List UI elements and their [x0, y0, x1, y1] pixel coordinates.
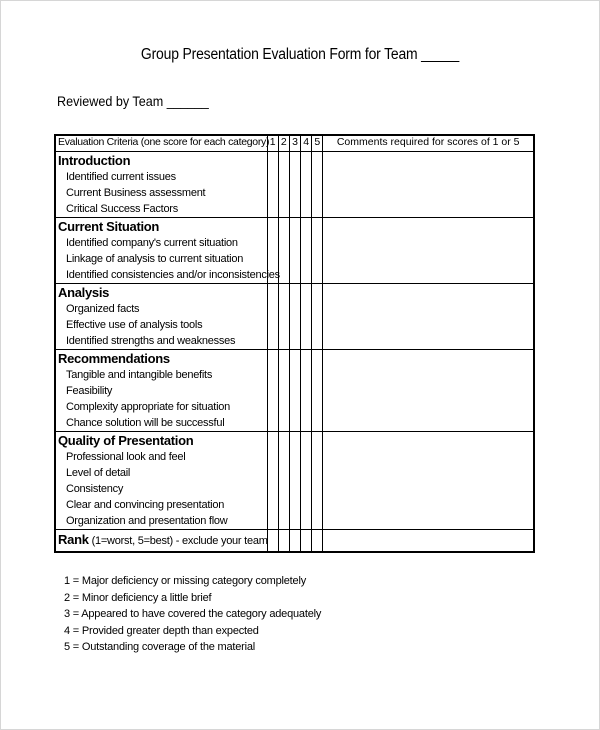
score-cell-5: [312, 350, 323, 368]
table-header-row: [55, 135, 534, 152]
comment-cell: [323, 301, 534, 317]
score-cell-1: [267, 513, 278, 530]
score-cell-1: [267, 399, 278, 415]
comment-cell: [323, 497, 534, 513]
score-cell-2: [278, 333, 289, 350]
score-cell-4: [301, 465, 312, 481]
category-row: [55, 432, 534, 450]
criteria-item: Professional look and feel: [55, 449, 267, 465]
score-cell-4: [301, 235, 312, 251]
score-cell-3: [289, 235, 300, 251]
criteria-item: Effective use of analysis tools: [55, 317, 267, 333]
score-cell-2: [278, 449, 289, 465]
comment-cell: [323, 350, 534, 368]
criteria-item: Identified consistencies and/or inconsistencies: [55, 267, 267, 284]
score-cell-3: [289, 333, 300, 350]
score-cell-3: [289, 267, 300, 284]
score-cell-5: [312, 267, 323, 284]
score-cell-1: [267, 333, 278, 350]
score-cell-3: [289, 317, 300, 333]
score-cell-2: [278, 350, 289, 368]
score-cell-1: [267, 415, 278, 432]
score-cell-1: [267, 185, 278, 201]
score-cell-5: [312, 317, 323, 333]
score-cell-5: [312, 367, 323, 383]
score-cell-1: [267, 251, 278, 267]
evaluation-table: [54, 134, 535, 553]
score-cell-5: [312, 251, 323, 267]
score-cell-3: [289, 497, 300, 513]
score-cell-1: [267, 481, 278, 497]
score-cell-3: [289, 185, 300, 201]
criteria-row: [55, 301, 534, 317]
criteria-row: [55, 185, 534, 201]
criteria-item: Consistency: [55, 481, 267, 497]
score-cell-2: [278, 284, 289, 302]
criteria-item: Clear and convincing presentation: [55, 497, 267, 513]
criteria-item: Tangible and intangible benefits: [55, 367, 267, 383]
score-cell-2: [278, 383, 289, 399]
score-cell-2: [278, 201, 289, 218]
score-cell-4: [301, 399, 312, 415]
score-cell-2: [278, 317, 289, 333]
rank-row: [55, 530, 534, 553]
score-cell-4: [301, 152, 312, 170]
comment-cell: [323, 465, 534, 481]
score-cell-5: [312, 301, 323, 317]
score-cell-2: [278, 251, 289, 267]
score-cell-5: [312, 201, 323, 218]
score-cell-3: [289, 169, 300, 185]
score-cell-4: [301, 513, 312, 530]
comment-cell: [323, 284, 534, 302]
score-cell-4: [301, 481, 312, 497]
score-cell-5: [312, 415, 323, 432]
score-cell-3: [289, 432, 300, 450]
criteria-header: Evaluation Criteria (one score for each category): [55, 135, 267, 152]
criteria-item: Organized facts: [55, 301, 267, 317]
criteria-row: [55, 169, 534, 185]
score-cell-3: [289, 513, 300, 530]
criteria-item: Current Business assessment: [55, 185, 267, 201]
score-cell-2: [278, 530, 289, 553]
criteria-item: Identified current issues: [55, 169, 267, 185]
comment-cell: [323, 317, 534, 333]
score-cell-1: [267, 350, 278, 368]
criteria-row: [55, 449, 534, 465]
score-cell-3: [289, 251, 300, 267]
score-cell-2: [278, 399, 289, 415]
score-cell-3: [289, 152, 300, 170]
comment-cell: [323, 383, 534, 399]
score-cell-1: [267, 218, 278, 236]
criteria-item: Level of detail: [55, 465, 267, 481]
criteria-row: [55, 383, 534, 399]
criteria-row: [55, 235, 534, 251]
category-row: [55, 350, 534, 368]
score-cell-5: [312, 497, 323, 513]
score-header-2: 2: [278, 135, 289, 152]
comment-cell: [323, 481, 534, 497]
score-cell-1: [267, 449, 278, 465]
comment-cell: [323, 169, 534, 185]
score-cell-5: [312, 481, 323, 497]
criteria-item: Feasibility: [55, 383, 267, 399]
score-cell-4: [301, 449, 312, 465]
score-cell-4: [301, 251, 312, 267]
comments-header: Comments required for scores of 1 or 5: [323, 135, 534, 152]
comment-cell: [323, 415, 534, 432]
criteria-row: [55, 251, 534, 267]
score-cell-5: [312, 169, 323, 185]
criteria-item: Identified company's current situation: [55, 235, 267, 251]
score-cell-4: [301, 317, 312, 333]
rank-note: (1=worst, 5=best) - exclude your team: [88, 535, 268, 547]
score-cell-5: [312, 235, 323, 251]
score-cell-4: [301, 350, 312, 368]
comment-cell: [323, 449, 534, 465]
score-cell-2: [278, 367, 289, 383]
comment-cell: [323, 218, 534, 236]
score-cell-5: [312, 399, 323, 415]
score-cell-1: [267, 284, 278, 302]
score-cell-3: [289, 383, 300, 399]
comment-cell: [323, 367, 534, 383]
score-cell-2: [278, 481, 289, 497]
comment-cell: [323, 333, 534, 350]
score-cell-5: [312, 284, 323, 302]
score-cell-1: [267, 152, 278, 170]
category-label: Introduction: [55, 152, 267, 170]
category-label: Quality of Presentation: [55, 432, 267, 450]
score-cell-4: [301, 432, 312, 450]
score-cell-5: [312, 449, 323, 465]
score-cell-2: [278, 301, 289, 317]
score-cell-1: [267, 301, 278, 317]
score-cell-2: [278, 152, 289, 170]
category-label: Current Situation: [55, 218, 267, 236]
score-cell-2: [278, 465, 289, 481]
score-cell-2: [278, 185, 289, 201]
score-header-4: 4: [301, 135, 312, 152]
score-cell-3: [289, 301, 300, 317]
comment-cell: [323, 432, 534, 450]
criteria-item: Complexity appropriate for situation: [55, 399, 267, 415]
score-legend: [64, 573, 321, 656]
comment-cell: [323, 251, 534, 267]
score-cell-3: [289, 415, 300, 432]
score-cell-3: [289, 350, 300, 368]
score-cell-1: [267, 201, 278, 218]
score-header-3: 3: [289, 135, 300, 152]
criteria-row: [55, 465, 534, 481]
score-cell-5: [312, 432, 323, 450]
score-cell-2: [278, 513, 289, 530]
score-cell-3: [289, 284, 300, 302]
form-title: Group Presentation Evaluation Form for Team _____: [140, 46, 460, 63]
score-cell-4: [301, 284, 312, 302]
score-cell-4: [301, 185, 312, 201]
criteria-row: [55, 399, 534, 415]
criteria-item: Identified strengths and weaknesses: [55, 333, 267, 350]
score-cell-5: [312, 383, 323, 399]
category-row: [55, 284, 534, 302]
score-cell-1: [267, 235, 278, 251]
score-cell-5: [312, 465, 323, 481]
score-cell-4: [301, 383, 312, 399]
score-cell-5: [312, 333, 323, 350]
comment-cell: [323, 399, 534, 415]
score-cell-1: [267, 530, 278, 553]
score-cell-4: [301, 333, 312, 350]
comment-cell: [323, 530, 534, 553]
criteria-item: Linkage of analysis to current situation: [55, 251, 267, 267]
score-cell-3: [289, 218, 300, 236]
category-row: [55, 152, 534, 170]
criteria-row: [55, 201, 534, 218]
score-cell-1: [267, 383, 278, 399]
score-cell-5: [312, 152, 323, 170]
score-cell-3: [289, 201, 300, 218]
score-cell-2: [278, 497, 289, 513]
score-cell-2: [278, 235, 289, 251]
comment-cell: [323, 267, 534, 284]
score-cell-2: [278, 432, 289, 450]
score-cell-4: [301, 415, 312, 432]
criteria-row: [55, 317, 534, 333]
score-cell-4: [301, 301, 312, 317]
category-label: Analysis: [55, 284, 267, 302]
score-cell-5: [312, 530, 323, 553]
score-cell-1: [267, 497, 278, 513]
rank-title: Rank: [58, 532, 89, 547]
score-cell-3: [289, 449, 300, 465]
rank-label: [55, 530, 267, 553]
score-cell-2: [278, 169, 289, 185]
score-cell-4: [301, 367, 312, 383]
criteria-row: [55, 497, 534, 513]
legend-item: 5 = Outstanding coverage of the material: [64, 641, 256, 653]
legend-item: 4 = Provided greater depth than expected: [64, 624, 259, 637]
score-cell-1: [267, 367, 278, 383]
comment-cell: [323, 513, 534, 530]
category-row: [55, 218, 534, 236]
comment-cell: [323, 185, 534, 201]
score-cell-3: [289, 465, 300, 481]
score-cell-4: [301, 169, 312, 185]
legend-item: 1 = Major deficiency or missing category completely: [64, 575, 306, 587]
criteria-item: Chance solution will be successful: [55, 415, 267, 432]
criteria-row: [55, 481, 534, 497]
score-cell-4: [301, 267, 312, 284]
score-cell-5: [312, 218, 323, 236]
reviewed-by-line: Reviewed by Team ______: [57, 93, 209, 109]
score-cell-4: [301, 530, 312, 553]
score-cell-2: [278, 415, 289, 432]
score-cell-1: [267, 432, 278, 450]
score-cell-5: [312, 185, 323, 201]
criteria-row: [55, 367, 534, 383]
score-cell-3: [289, 481, 300, 497]
score-cell-1: [267, 169, 278, 185]
criteria-row: [55, 267, 534, 284]
score-header-5: 5: [312, 135, 323, 152]
criteria-row: [55, 333, 534, 350]
criteria-row: [55, 415, 534, 432]
score-cell-1: [267, 465, 278, 481]
comment-cell: [323, 201, 534, 218]
score-cell-4: [301, 497, 312, 513]
criteria-item: Organization and presentation flow: [55, 513, 267, 530]
score-cell-4: [301, 218, 312, 236]
score-cell-3: [289, 367, 300, 383]
criteria-row: [55, 513, 534, 530]
score-header-1: 1: [267, 135, 278, 152]
score-cell-1: [267, 317, 278, 333]
category-label: Recommendations: [55, 350, 267, 368]
legend-item: 2 = Minor deficiency a little brief: [64, 591, 212, 604]
score-cell-3: [289, 530, 300, 553]
criteria-item: Critical Success Factors: [55, 201, 267, 218]
comment-cell: [323, 152, 534, 170]
legend-item: 3 = Appeared to have covered the category adequately: [64, 608, 322, 620]
score-cell-4: [301, 201, 312, 218]
score-cell-5: [312, 513, 323, 530]
comment-cell: [323, 235, 534, 251]
score-cell-2: [278, 218, 289, 236]
score-cell-3: [289, 399, 300, 415]
